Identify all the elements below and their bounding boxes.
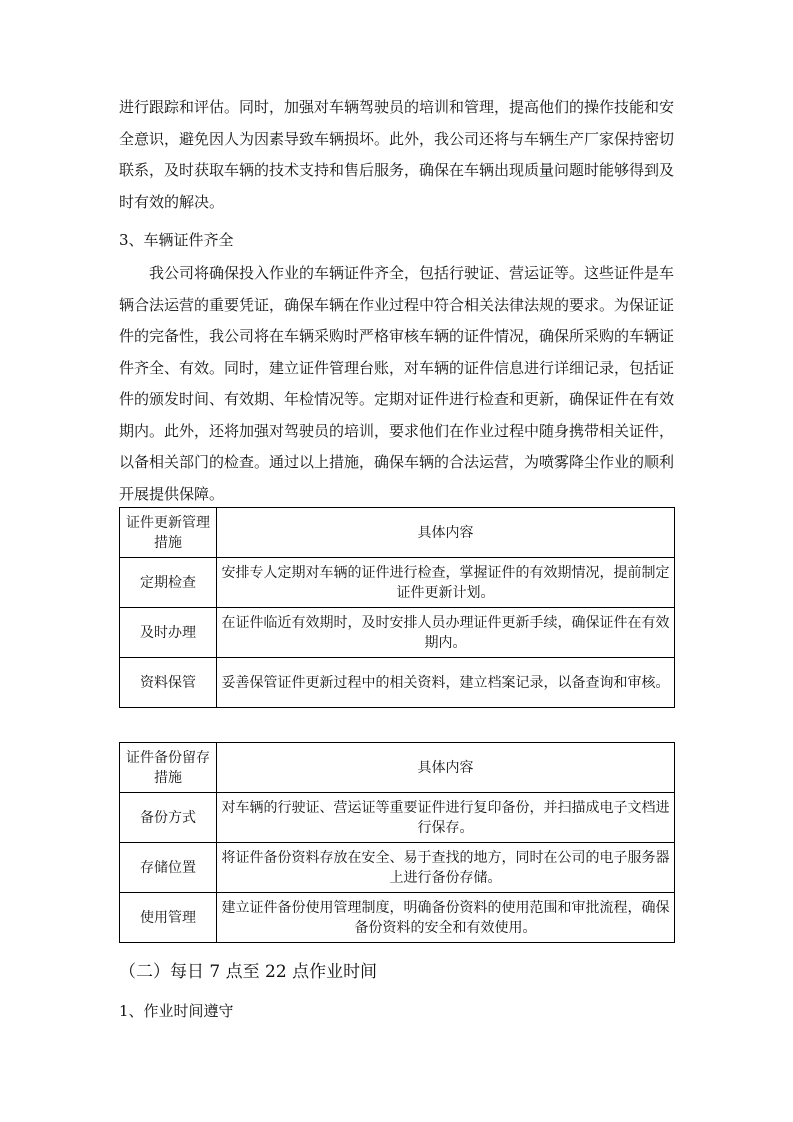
table-row (120, 558, 675, 608)
table-cell-measure: 定期检查 (120, 558, 217, 608)
table-row (120, 893, 675, 943)
certificate-update-table (119, 507, 675, 708)
table-cell-measure: 及时办理 (120, 608, 217, 658)
table-cell-content: 在证件临近有效期时，及时安排人员办理证件更新手续，确保证件在有效期内。 (217, 608, 675, 658)
table-cell-content: 妥善保管证件更新过程中的相关资料，建立档案记录，以备查询和审核。 (217, 658, 675, 708)
table-header-cell: 证件更新管理措施 (120, 508, 217, 558)
intro-paragraph: 进行跟踪和评估。同时，加强对车辆驾驶员的培训和管理，提高他们的操作技能和安全意识，避免因人为因素导致车辆损坏。此外，我公司还将与车辆生产厂家保持密切联系，及时获取车辆的技术支持和售后服务，确保在车辆出现质量问题时能够得到及时有效的解决。 (119, 98, 675, 211)
table-header-row (120, 508, 675, 558)
table-cell-measure: 使用管理 (120, 893, 217, 943)
table-header-cell: 证件备份留存措施 (120, 743, 217, 793)
section-3-heading: 3、车辆证件齐全 (119, 231, 234, 249)
table-row (120, 608, 675, 658)
table-cell-content: 安排专人定期对车辆的证件进行检查，掌握证件的有效期情况，提前制定证件更新计划。 (217, 558, 675, 608)
table-header-row (120, 743, 675, 793)
table-row (120, 658, 675, 708)
section-2-heading: （二）每日 7 点至 22 点作业时间 (119, 962, 378, 982)
table-cell-content: 将证件备份资料存放在安全、易于查找的地方，同时在公司的电子服务器上进行备份存储。 (217, 843, 675, 893)
table-row (120, 793, 675, 843)
table-header-cell: 具体内容 (217, 743, 675, 793)
table-cell-measure: 备份方式 (120, 793, 217, 843)
table-header-cell: 具体内容 (217, 508, 675, 558)
table-cell-measure: 资料保管 (120, 658, 217, 708)
certificate-backup-table (119, 742, 675, 943)
section-3-paragraph: 我公司将确保投入作业的车辆证件齐全，包括行驶证、营运证等。这些证件是车辆合法运营的重要凭证，确保车辆在作业过程中符合相关法律法规的要求。为保证证件的完备性，我公司将在车辆采购时严格审核车辆的证件情况，确保所采购的车辆证件齐全、有效。同时，建立证件管理台账，对车辆的证件信息进行详细记录，包括证件的颁发时间、有效期、年检情况等。定期对证件进行检查和更新，确保证件在有效期内。此外，还将加强对驾驶员的培训，要求他们在作业过程中随身携带相关证件，以备相关部门的检查。通过以上措施，确保车辆的合法运营，为喷雾降尘作业的顺利开展提供保障。 (119, 264, 675, 503)
table-cell-content: 建立证件备份使用管理制度，明确备份资料的使用范围和审批流程，确保备份资料的安全和有效使用。 (217, 893, 675, 943)
table-cell-content: 对车辆的行驶证、营运证等重要证件进行复印备份，并扫描成电子文档进行保存。 (217, 793, 675, 843)
section-2-1-heading: 1、作业时间遵守 (119, 1002, 234, 1020)
table-row (120, 843, 675, 893)
table-cell-measure: 存储位置 (120, 843, 217, 893)
